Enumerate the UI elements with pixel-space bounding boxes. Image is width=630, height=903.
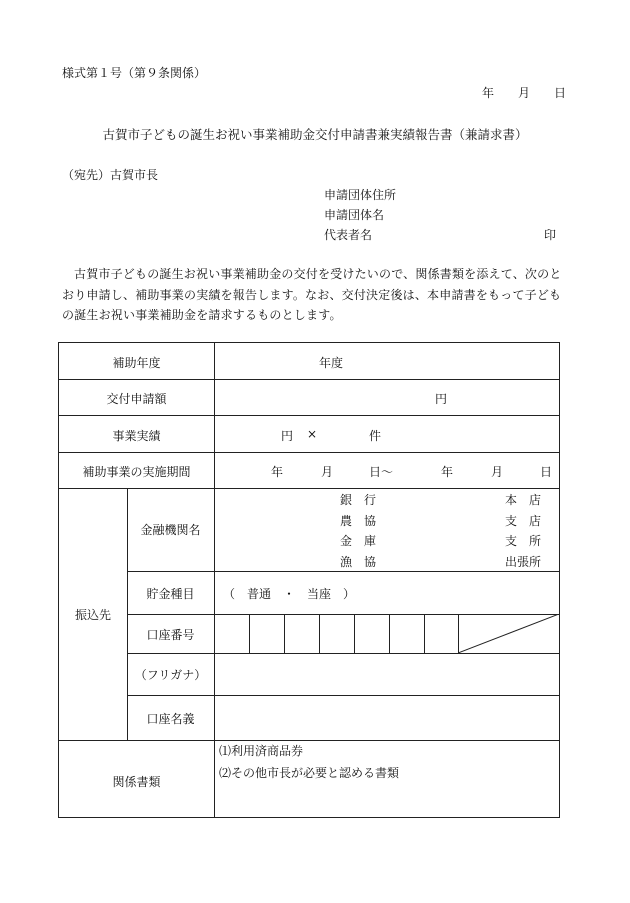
date-day: 日	[554, 86, 567, 100]
date-month: 月	[518, 86, 531, 100]
application-table	[58, 342, 560, 818]
branch-type-agency: 出張所	[505, 555, 542, 569]
bank-type-bank: 銀 行	[340, 493, 377, 507]
period-month-start: 月	[321, 465, 334, 479]
related-doc-item: ⑴利用済商品券	[219, 744, 304, 758]
results-times: ×	[307, 427, 318, 441]
representative-label: 代表者名	[324, 228, 373, 242]
period-day-end: 日	[540, 465, 553, 479]
subsidy-year-suffix: 年度	[319, 356, 344, 370]
document-title: 古賀市子どもの誕生お祝い事業補助金交付申請書兼実績報告書（兼請求書）	[102, 127, 528, 142]
account-number-label: 口座番号	[146, 628, 195, 642]
related-docs-label: 関係書類	[112, 775, 161, 789]
addressee: （宛先）古賀市長	[62, 168, 159, 182]
deposit-type-label: 貯金種目	[146, 587, 195, 601]
branch-type-head: 本 店	[505, 493, 542, 507]
amount-label: 交付申請額	[106, 392, 167, 406]
bank-label: 金融機関名	[140, 523, 201, 537]
subsidy-year-label: 補助年度	[112, 356, 161, 370]
date-year: 年	[482, 86, 495, 100]
bank-type-agri: 農 協	[340, 514, 377, 528]
account-name-label: 口座名義	[146, 712, 195, 726]
period-year-end: 年	[441, 465, 454, 479]
amount-unit: 円	[435, 392, 448, 406]
period-year-start: 年	[271, 465, 284, 479]
results-yen: 円	[281, 429, 294, 443]
related-doc-item: ⑵その他市長が必要と認める書類	[219, 766, 400, 780]
applicant-address-label: 申請団体住所	[324, 188, 397, 202]
transfer-label: 振込先	[74, 608, 111, 622]
period-month-end: 月	[491, 465, 504, 479]
form-number: 様式第１号（第９条関係）	[62, 66, 207, 80]
body-text: 古賀市子どもの誕生お祝い事業補助金の交付を受けたいので、関係書類を添えて、次のとおり申請し、補助事業の実績を報告します。なお、交付決定後は、本申請書をもって子どもの誕生お祝い事業補助金を請求するものとします。	[62, 267, 562, 322]
branch-type-office: 支 所	[505, 534, 542, 548]
furigana-label: （フリガナ）	[134, 668, 207, 682]
deposit-type-value: （ 普通 ・ 当座 ）	[223, 587, 356, 601]
results-count: 件	[369, 429, 382, 443]
period-day-start: 日～	[369, 465, 394, 479]
date-line	[482, 84, 566, 101]
account-diagonal-line	[458, 614, 559, 653]
seal-mark: 印	[544, 228, 557, 242]
branch-type-branch: 支 店	[505, 514, 542, 528]
period-label: 補助事業の実施期間	[82, 465, 191, 479]
bank-type-credit: 金 庫	[340, 534, 377, 548]
results-label: 事業実績	[112, 429, 161, 443]
applicant-name-label: 申請団体名	[324, 208, 385, 222]
bank-type-fishery: 漁 協	[340, 555, 377, 569]
